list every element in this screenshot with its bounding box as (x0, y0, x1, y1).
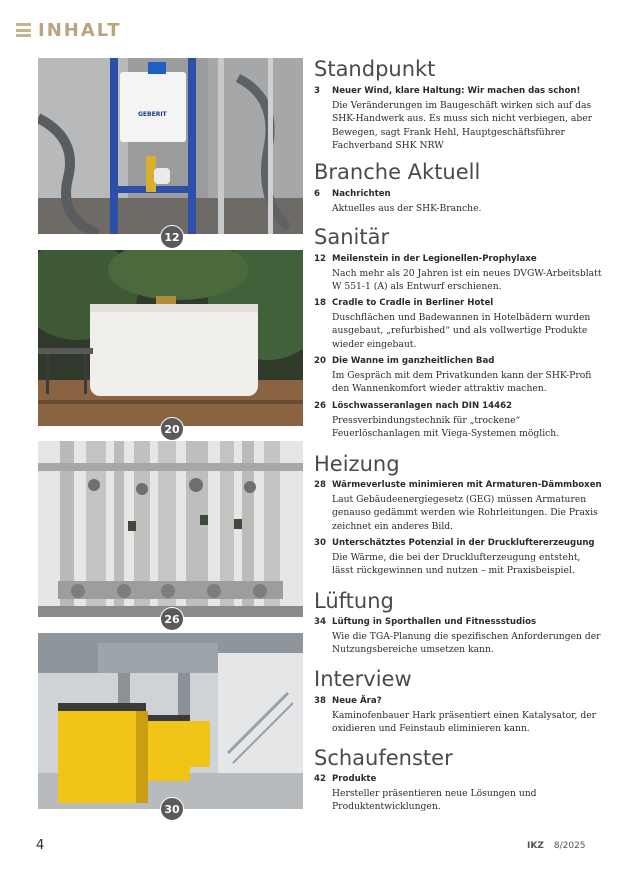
page-badge: 26 (160, 607, 184, 631)
page-number: 20 (314, 356, 326, 366)
footer-issue (527, 841, 586, 851)
photo-compressors (38, 633, 303, 809)
section-header (16, 20, 122, 40)
entry-title: Löschwasseranlagen nach DIN 14462 (332, 401, 513, 411)
entry-title: Produkte (332, 774, 377, 784)
section-title-schaufenster: Schaufenster (314, 746, 453, 770)
magazine-name: IKZ (527, 841, 544, 851)
page-badge: 12 (160, 225, 184, 249)
toc-entry[interactable] (314, 253, 604, 294)
section-title-standpunkt: Standpunkt (314, 57, 436, 81)
entry-description: Pressverbindungstechnik für „trockene“ Feuerlöschanlagen mit Viega-Systemen möglich. (332, 414, 560, 440)
toc-entry[interactable] (314, 479, 604, 533)
entry-description: Kaminofenbauer Hark präsentiert einen Katalysator, der oxidieren und Feinstaub eliminieren kann. (332, 709, 597, 735)
footer-page-number: 4 (36, 838, 45, 853)
page-number: 38 (314, 696, 326, 706)
entry-title: Cradle to Cradle in Berliner Hotel (332, 298, 494, 308)
entry-description: Duschflächen und Badewannen in Hotelbädern wurden ausgebaut, „refurbished“ und als vollwertige Produkte wieder eingebaut. (332, 311, 591, 350)
page-number: 26 (314, 401, 326, 411)
page-number: 30 (314, 538, 326, 548)
section-title-heizung: Heizung (314, 452, 400, 476)
entry-title: Meilenstein in der Legionellen-Prophylaxe (332, 254, 537, 264)
section-title-sanitaer: Sanitär (314, 225, 390, 249)
toc-entry[interactable] (314, 355, 604, 396)
page-number: 42 (314, 774, 326, 784)
entry-title: Nachrichten (332, 189, 391, 199)
page-number: 6 (314, 189, 320, 199)
brand-label: GEBERIT (138, 111, 167, 118)
toc-entry[interactable] (314, 85, 604, 153)
photo-installation (38, 58, 303, 234)
page-number: 18 (314, 298, 326, 308)
toc-entry[interactable] (314, 773, 604, 814)
entry-title: Lüftung in Sporthallen und Fitnessstudios (332, 617, 537, 627)
issue-number: 8/2025 (553, 841, 586, 851)
menu-bars-icon (16, 23, 31, 37)
entry-description: Im Gespräch mit dem Privatkunden kann der SHK-Profi den Wannenkomfort wieder attraktiv machen. (332, 369, 592, 395)
toc-entry[interactable] (314, 537, 604, 578)
section-title-lueftung: Lüftung (314, 589, 394, 613)
section-title-interview: Interview (314, 667, 412, 691)
toc-entry[interactable] (314, 400, 604, 441)
entry-title: Die Wanne im ganzheitlichen Bad (332, 356, 495, 366)
entry-description: Laut Gebäudeenergiegesetz (GEG) müssen Armaturen genauso gedämmt werden wie Rohrleitungen. Die Praxis zeichnet ein anderes Bild. (332, 493, 598, 532)
entry-title: Neue Ära? (332, 696, 382, 706)
photo-pipes (38, 441, 303, 617)
section-title-branche-aktuell: Branche Aktuell (314, 160, 481, 184)
entry-description: Wie die TGA-Planung die spezifischen Anforderungen der Nutzungsbereiche umsetzen kann. (332, 630, 601, 656)
entry-title: Unterschätztes Potenzial in der Druckluftererzeugung (332, 538, 595, 548)
page-number: 12 (314, 254, 326, 264)
toc-entry[interactable] (314, 297, 604, 351)
toc-entry[interactable] (314, 188, 604, 215)
page-title: INHALT (38, 19, 122, 41)
entry-description: Die Wärme, die bei der Drucklufterzeugung entsteht, lässt rückgewinnen und nutzen – mit Praxisbeispiel. (332, 551, 581, 577)
entry-description: Hersteller präsentieren neue Lösungen und Produktentwicklungen. (332, 787, 537, 813)
entry-description: Nach mehr als 20 Jahren ist ein neues DVGW-Arbeitsblatt W 551-1 (A) als Entwurf erschienen. (332, 267, 602, 293)
page-badge: 30 (160, 797, 184, 821)
entry-description: Die Veränderungen im Baugeschäft wirken sich auf das SHK-Handwerk aus. Es muss sich nicht verbiegen, aber Bewegen, sagt Frank Hehl, Hauptgeschäftsführer Fachverband SHK NRW (332, 99, 593, 152)
page-number: 3 (314, 86, 320, 96)
entry-title: Neuer Wind, klare Haltung: Wir machen das schon! (332, 86, 581, 96)
page-number: 34 (314, 617, 326, 627)
toc-entry[interactable] (314, 695, 604, 736)
entry-title: Wärmeverluste minimieren mit Armaturen-Dämmboxen (332, 480, 602, 490)
entry-description: Aktuelles aus der SHK-Branche. (332, 202, 482, 214)
page-number: 28 (314, 480, 326, 490)
photo-bathtub (38, 250, 303, 426)
page-badge: 20 (160, 417, 184, 441)
toc-entry[interactable] (314, 616, 604, 657)
